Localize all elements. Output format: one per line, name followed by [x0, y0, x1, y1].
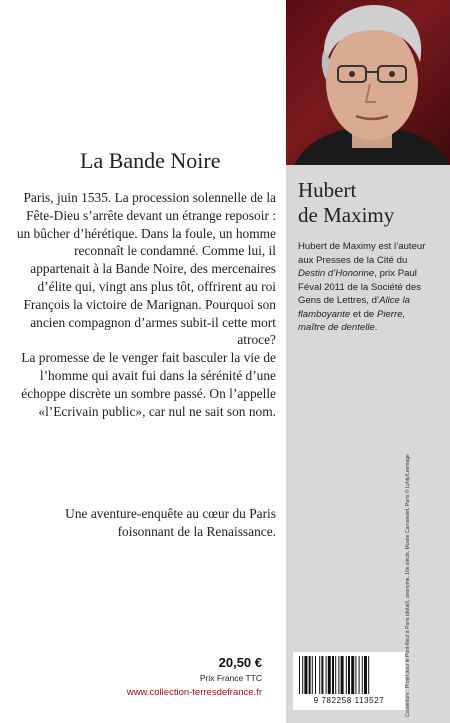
barcode-bar: [355, 656, 356, 694]
author-name-line1: Hubert: [298, 178, 357, 202]
barcode-bar: [319, 656, 320, 694]
bio-work-title: Pierre, maître de dentelle: [298, 308, 406, 333]
barcode-bars: [297, 656, 401, 696]
author-photo: [286, 0, 450, 165]
bio-text: , prix Paul Féval 2011 de la Société des Gens de Lettres, d’: [298, 268, 422, 306]
barcode-bar: [304, 656, 307, 694]
barcode-bar: [359, 656, 360, 694]
barcode-bar: [346, 656, 347, 694]
barcode-bar: [321, 656, 323, 694]
barcode-bar: [332, 656, 334, 694]
barcode-bar: [351, 656, 354, 694]
barcode-bar: [299, 656, 300, 694]
barcode-bar: [368, 656, 369, 694]
price: 20,50 €: [218, 655, 262, 670]
barcode-bar: [348, 656, 350, 694]
barcode-bar: [338, 656, 339, 694]
barcode-bar: [341, 656, 344, 694]
bio-work-title: Destin d’Honorine: [298, 268, 375, 279]
book-blurb: [14, 189, 276, 420]
barcode-bar: [309, 656, 311, 694]
author-name: [298, 178, 443, 228]
author-name-line2: de Maximy: [298, 203, 395, 227]
barcode-number: 9 782258 113527: [313, 696, 385, 705]
author-bio: [298, 240, 430, 335]
barcode-bar: [335, 656, 336, 694]
book-tagline: Une aventure-enquête au cœur du Paris foisonnant de la Renaissance.: [65, 506, 276, 539]
barcode: [293, 652, 405, 710]
barcode-bar: [312, 656, 313, 694]
publisher-website[interactable]: www.collection-terresdefrance.fr: [126, 687, 262, 698]
barcode-bar: [362, 656, 363, 694]
bio-work-title: Alice la flamboyante: [298, 295, 410, 320]
barcode-bar: [326, 656, 327, 694]
blurb-paragraph: Paris, juin 1535. La procession solennelle de la Fête-Dieu s’arrête devant un étrange reposoir : un bûcher d’hérétique. Dans la foule, un homme reconnaît le condamné. Comme lui, il appartenait à la Bande Noire, des mercenaires d’élite qui, vingt ans plus tôt, offrirent au roi François la victoire de Marignan. Pourquoi son ancien compagnon d’armes subit-il cette mort atroce?: [16, 190, 276, 348]
author-portrait: [286, 0, 450, 165]
barcode-bar: [315, 656, 316, 694]
blurb-paragraph: La promesse de le venger fait basculer la vie de l’homme qui avait fui dans la sérénité d’une échoppe discrète un sombre passé. On l’appelle «l’Ecrivain public», car nul ne sait son nom.: [21, 350, 276, 419]
bio-text: .: [374, 322, 378, 333]
cover-credits: Couverture : Projet pour le Pont-Neuf à Paris (détail), anonyme, 16e siècle, Musée Carnavalet, Paris © Lyhty/Leemage: [405, 454, 411, 717]
book-title: La Bande Noire: [80, 148, 221, 173]
barcode-bar: [302, 656, 303, 694]
barcode-bar: [364, 656, 367, 694]
price-note: Prix France TTC: [199, 673, 262, 683]
bio-text: et de: [350, 308, 377, 320]
bio-text: Hubert de Maximy est l’auteur aux Presses de la Cité du: [298, 241, 426, 266]
barcode-bar: [328, 656, 331, 694]
